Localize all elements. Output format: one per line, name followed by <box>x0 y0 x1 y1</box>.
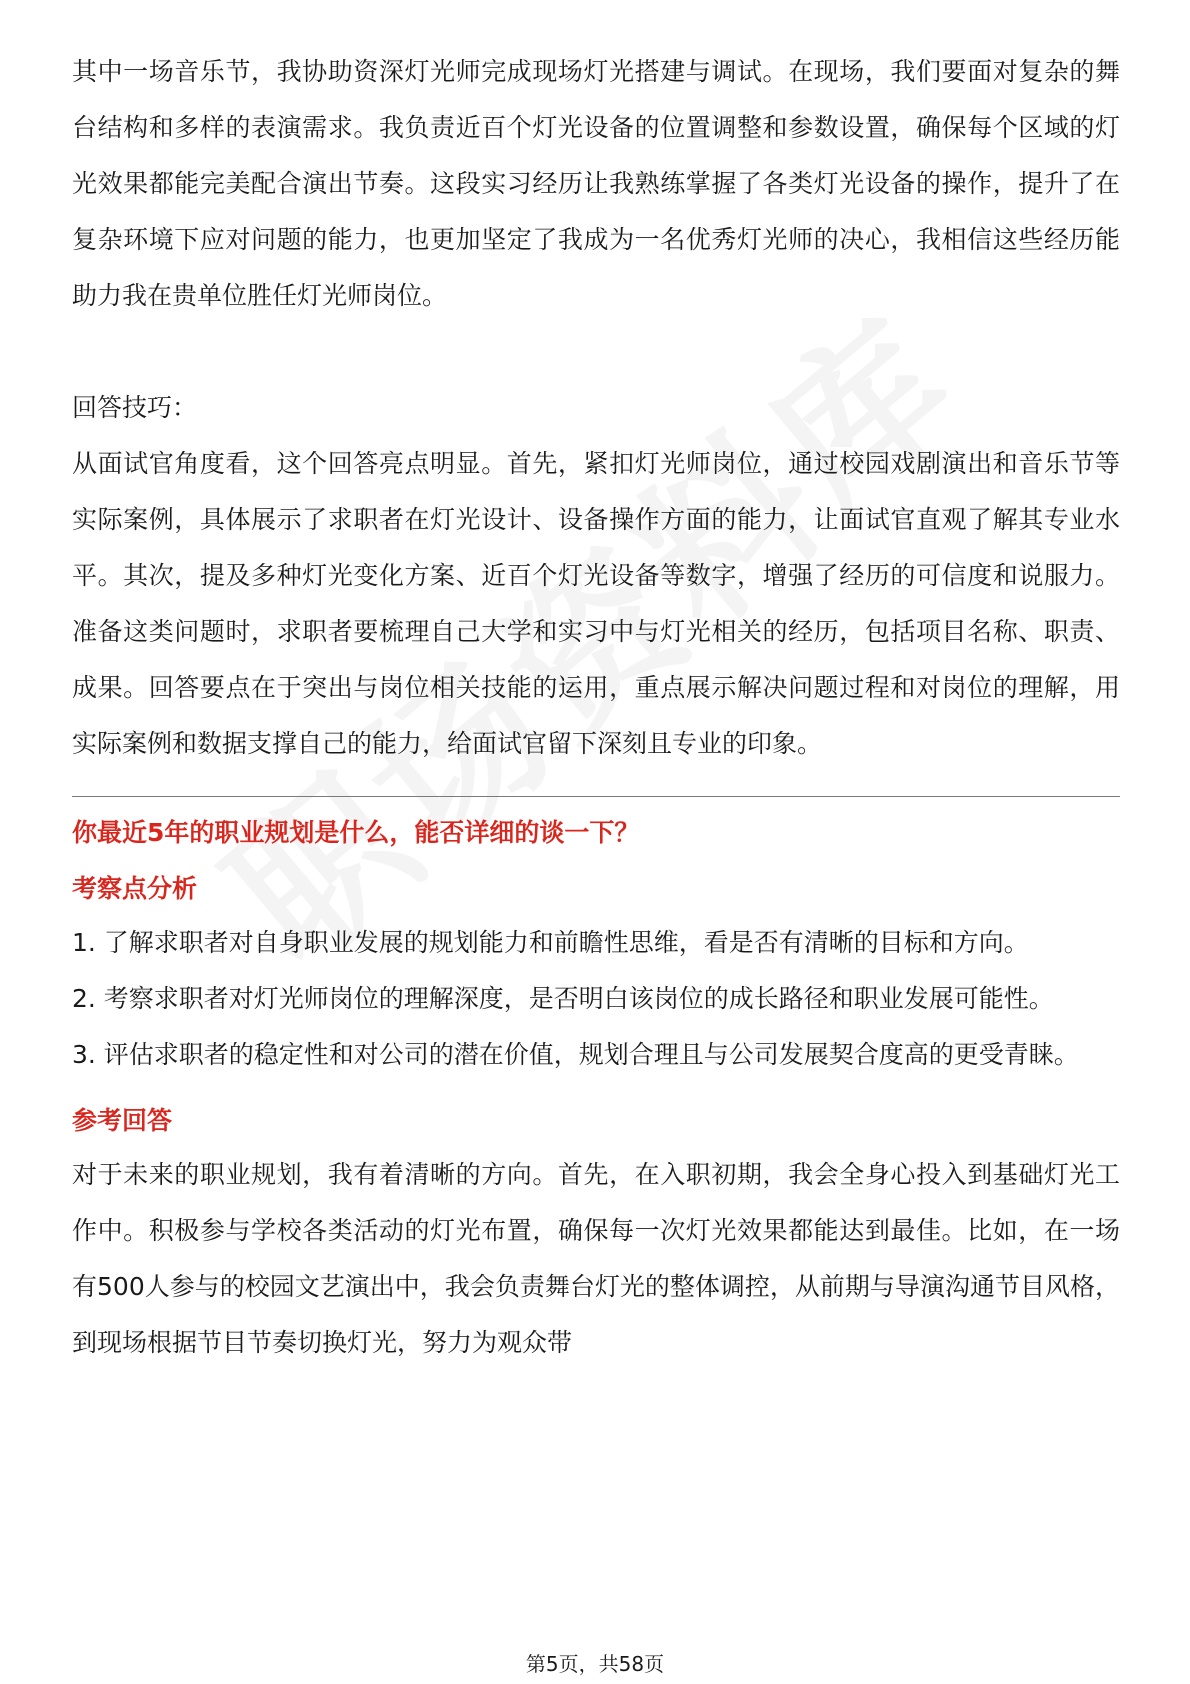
answer-body: 对于未来的职业规划，我有着清晰的方向。首先，在入职初期，我会全身心投入到基础灯光工作中。积极参与学校各类活动的灯光布置，确保每一次灯光效果都能达到最佳。比如，在一场有500人参与的校园文艺演出中，我会负责舞台灯光的整体调控，从前期与导演沟通节目风格，到现场根据节目节奏切换灯光，努力为观众带 <box>72 1160 1120 1357</box>
analysis-list <box>72 915 1120 1083</box>
analysis-title: 考察点分析 <box>72 874 198 903</box>
question-heading: 你最近5年的职业规划是什么，能否详细的谈一下？ <box>72 818 640 847</box>
tips-title: 回答技巧： <box>72 393 198 422</box>
tips-body: 从面试官角度看，这个回答亮点明显。首先，紧扣灯光师岗位，通过校园戏剧演出和音乐节等实际案例，具体展示了求职者在灯光设计、设备操作方面的能力，让面试官直观了解其专业水平。其次，提及多种灯光变化方案、近百个灯光设备等数字，增强了经历的可信度和说服力。准备这类问题时，求职者要梳理自己大学和实习中与灯光相关的经历，包括项目名称、职责、成果。回答要点在于突出与岗位相关技能的运用，重点展示解决问题过程和对岗位的理解，用实际案例和数据支撑自己的能力，给面试官留下深刻且专业的印象。 <box>72 449 1120 758</box>
answer-title: 参考回答 <box>72 1106 173 1135</box>
intro-paragraph: 其中一场音乐节，我协助资深灯光师完成现场灯光搭建与调试。在现场，我们要面对复杂的舞台结构和多样的表演需求。我负责近百个灯光设备的位置调整和参数设置，确保每个区域的灯光效果都能完美配合演出节奏。这段实习经历让我熟练掌握了各类灯光设备的操作，提升了在复杂环境下应对问题的能力，也更加坚定了我成为一名优秀灯光师的决心，我相信这些经历能助力我在贵单位胜任灯光师岗位。 <box>72 57 1120 310</box>
page-footer: 第5页，共58页 <box>525 1652 665 1676</box>
list-item: 3. 评估求职者的稳定性和对公司的潜在价值，规划合理且与公司发展契合度高的更受青睐。 <box>72 1040 1079 1069</box>
list-item: 2. 考察求职者对灯光师岗位的理解深度，是否明白该岗位的成长路径和职业发展可能性。 <box>72 984 1054 1013</box>
page-content <box>72 44 1120 1371</box>
section-divider <box>72 796 1120 797</box>
list-item: 1. 了解求职者对自身职业发展的规划能力和前瞻性思维，看是否有清晰的目标和方向。 <box>72 928 1029 957</box>
